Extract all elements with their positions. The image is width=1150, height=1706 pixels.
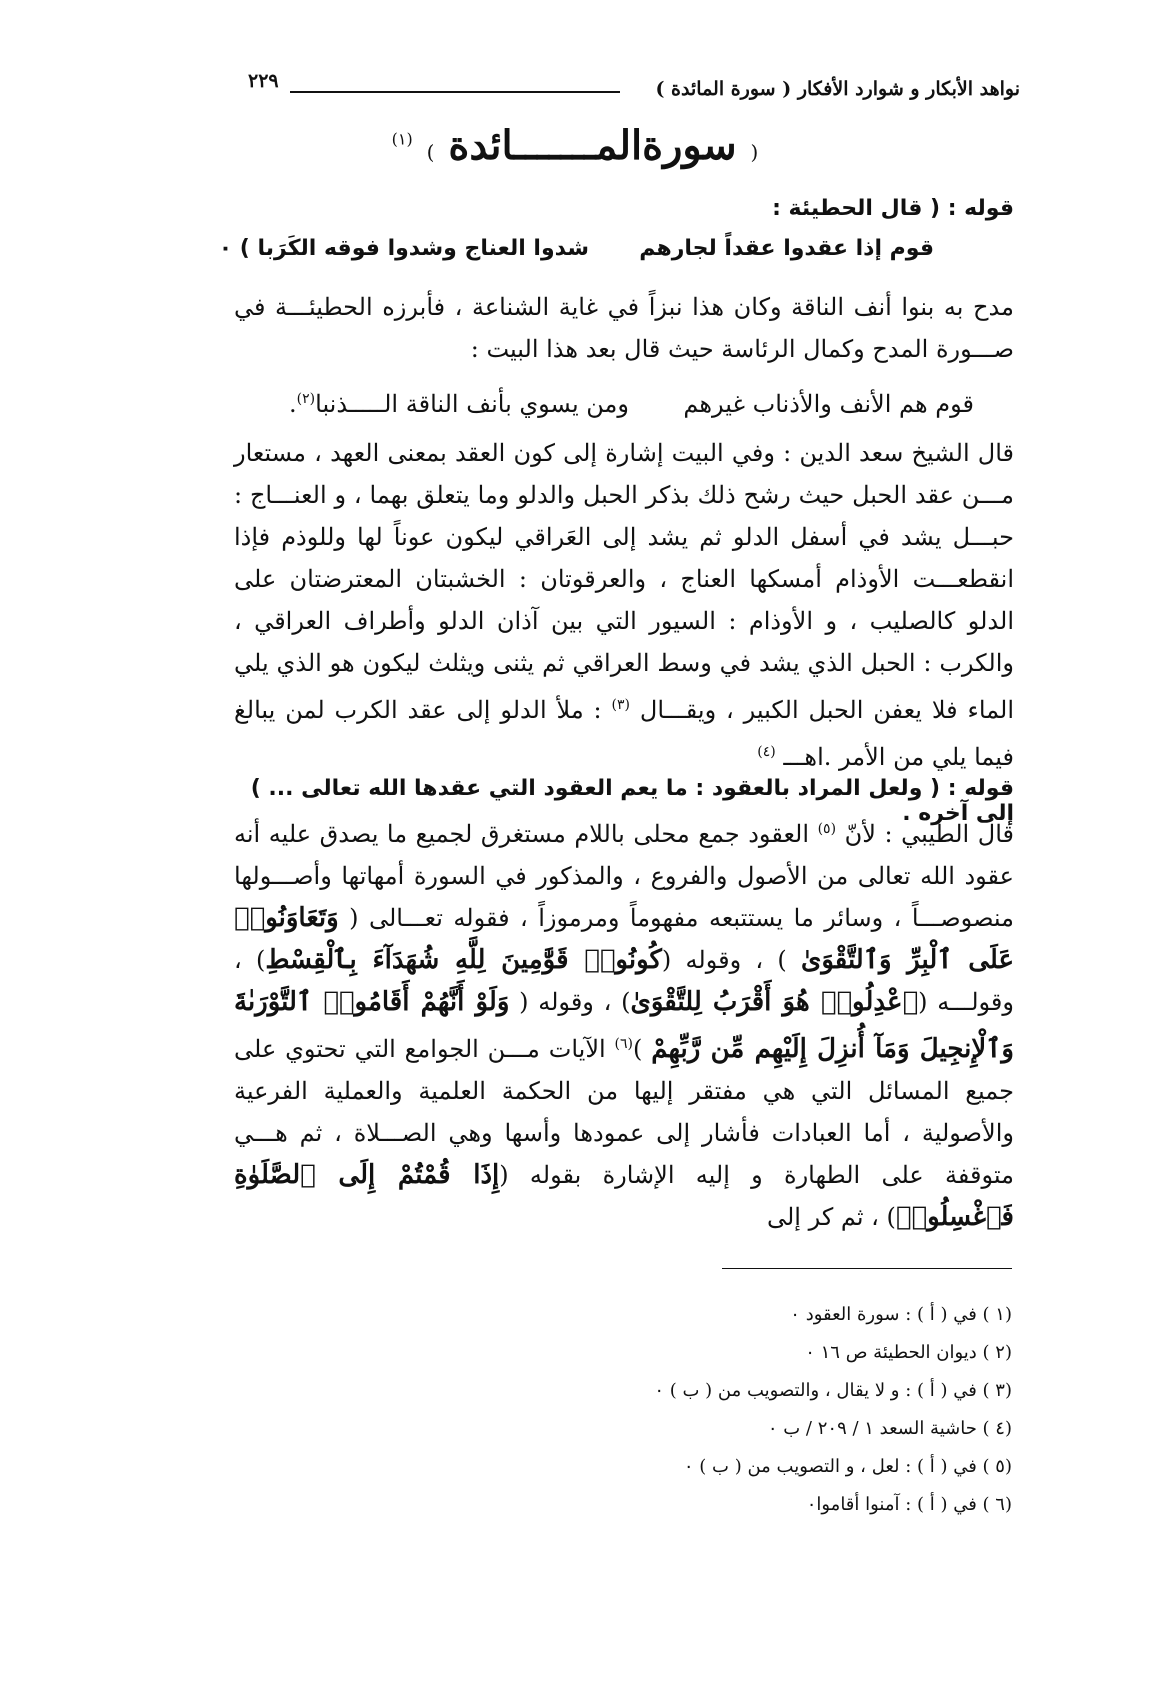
header-rule (290, 91, 620, 93)
verse-1-first-hemistich: قوم إذا عقدوا عقداً لجارهم (639, 236, 934, 261)
footnote-separator (722, 1268, 1012, 1269)
footnote-6: (٦ ) في ( أ ) : آمنوا أقاموا٠ (806, 1494, 1012, 1515)
page-number: ٢٢٩ (248, 70, 279, 92)
paragraph-3 (234, 808, 1014, 1238)
footnote-5: (٥ ) في ( أ ) : لعل ، و التصويب من ( ب ) ٠ (683, 1456, 1012, 1477)
surah-close-paren: ) (426, 140, 435, 164)
paragraph-3-part-f: ) (633, 1035, 643, 1063)
paragraph-3-part-h: ) ، ثم كر إلى (766, 1203, 896, 1231)
paragraph-2-end: : ملأ الدلو إلى عقد الكرب لمن يبالغ فيما يلي من الأمر .اهـــ (234, 696, 1014, 771)
footnote-ref-2: (٢) (296, 391, 316, 407)
section-heading-2: قوله : ( ولعل المراد بالعقود : ما يعم العقود التي عقدها الله تعالى ... ) إلى آخره . (250, 776, 1014, 826)
surah-title-text: سورةالمـــــــائدة (448, 122, 737, 169)
verse-2-first-hemistich: قوم هم الأنف والأذناب غيرهم (683, 390, 974, 418)
paragraph-3-part-e: ) ، وقوله ( (519, 988, 631, 1016)
footnote-3: (٣ ) في ( أ ) : و لا يقال ، والتصويب من ( ب ) ٠ (654, 1380, 1012, 1401)
footnote-2: (٢ ) ديوان الحطيئة ص ١٦ ٠ (805, 1342, 1012, 1363)
section-heading-1: قوله : ( قال الحطيئة : (772, 196, 1014, 221)
surah-title (0, 122, 1150, 169)
paragraph-3-part-g: الآيات مـــن الجوامع التي تحتوي على جميع المسائل التي هي مفتقر إليها من الحكمة العلمية والعملية الفرعية والأصولية ، أما العبادات فأشار إلى عمودها وأسها وهي الصـــلاة ، ثم هـــي متوقفة على الطهارة و إليه الإشارة بقوله ( (234, 1035, 1014, 1189)
running-header (248, 70, 1020, 110)
paragraph-3-part-b: العقود جمع محلى باللام مستغرق لجميع ما يصدق عليه أنه عقود الله تعالى من الأصول والفروع ، والمذكور في السورة أمهاتها وأصـــولها منصوصـــاً ، وسائر ما يستتبعه مفهوماً ومرموزاً ، فقوله تعـــالى ( (234, 820, 1014, 932)
footnote-ref-3: (٣) (611, 697, 631, 713)
paragraph-2-text: قال الشيخ سعد الدين : وفي البيت إشارة إلى كون العقد بمعنى العهد ، مستعار مـــن عقد الحبل حيث رشح ذلك بذكر الحبل والدلو وما يتعلق بهما ، و العنـــاج : حبـــل يشد في أسفل الدلو ثم يشد إلى العَراقي ليكون عوناً لها وللوذم فإذا انقطعـــت الأوذام أمسكها العناج ، والعرقوتان : الخشبتان المعترضتان على الدلو كالصليب ، و الأوذام : السيور التي بين آذان الدلو وأطراف العراقي ، والكرب : الحبل الذي يشد في وسط العراقي ثم يثنى ويثلث ليكون هو الذي يلي الماء فلا يعفن الحبل الكبير ، ويقـــال (234, 439, 1014, 724)
paragraph-1: مدح به بنوا أنف الناقة وكان هذا نبزاً في غاية الشناعة ، فأبرزه الحطيئـــة في صـــورة المدح وكمال الرئاسة حيث قال بعد هذا البيت : (234, 293, 1014, 363)
quran-quote-5: إِذَا قُمْتُمْ إِلَى ٱلصَّلَوٰةِ فَٱغْسِلُوا۟ (234, 1160, 1014, 1232)
footnote-ref-6: (٦) (614, 1036, 634, 1052)
paragraph-3-part-a: قال الطيبي : لأنّ (844, 820, 1014, 848)
footnote-4: (٤ ) حاشية السعد ١ / ٢٠٩ / ب ٠ (767, 1418, 1012, 1439)
verse-2-second-hemistich (289, 390, 629, 418)
poem-verse-2 (234, 390, 1014, 430)
verse-1-second-hemistich: شدوا العناج وشدوا فوقه الكَرَبا ) ٠ (218, 236, 589, 261)
quran-quote-4: وَلَوْ أَنَّهُمْ أَقَامُوا۟ ٱلتَّوْرَىٰةَ وَٱلْإِنجِيلَ وَمَآ أُنزِلَ إِلَيْهِم مِّن رَّبِّهِمْ (234, 987, 1014, 1064)
quran-quote-3: ٱعْدِلُوا۟ هُوَ أَقْرَبُ لِلتَّقْوَىٰ (630, 987, 919, 1017)
verse-2-second-text: ومن يسوي بأنف الناقة الـــــذنبا (315, 390, 629, 418)
running-title: نواهد الأبكار و شوارد الأفكار ( سورة المائدة ) (655, 78, 1020, 100)
surah-footnote-ref: (١) (391, 129, 413, 149)
footnote-1: (١ ) في ( أ ) : سورة العقود ٠ (790, 1304, 1012, 1325)
footnotes-list (512, 1296, 1012, 1524)
paragraph-2 (234, 432, 1014, 778)
paragraph-3-part-d: ) ، وقولـــه ( (234, 946, 1014, 1016)
poem-verse-1 (218, 236, 1014, 276)
footnote-ref-5: (٥) (817, 821, 837, 837)
verse-2-end: . (289, 390, 297, 418)
surah-open-paren: ( (750, 140, 759, 164)
quran-quote-2: كُونُوا۟ قَوَّٰمِينَ لِلَّهِ شُهَدَآءَ بِٱلْقِسْطِ (265, 945, 662, 975)
quran-quote-1: وَتَعَاوَنُوا۟ عَلَى ٱلْبِرِّ وَٱلتَّقْوَىٰ (234, 903, 1014, 975)
footnote-ref-4: (٤) (757, 744, 776, 760)
paragraph-3-part-c: ) ، وقوله ( (661, 946, 787, 974)
